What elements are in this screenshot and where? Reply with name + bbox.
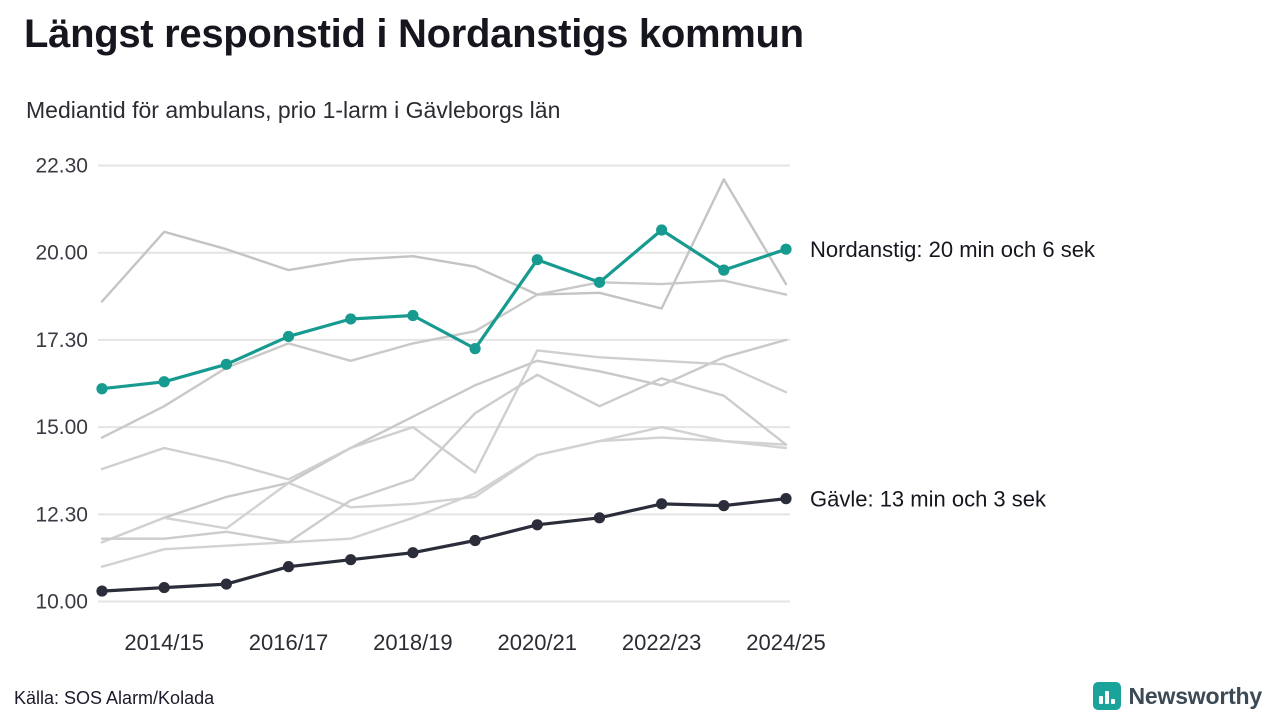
brand-name: Newsworthy (1128, 682, 1262, 709)
series-point (594, 277, 605, 288)
series-point (345, 554, 356, 565)
series-point (780, 493, 791, 504)
series-point (159, 582, 170, 593)
series-point (96, 383, 107, 394)
series-point (656, 224, 667, 235)
x-axis-tick-label: 2016/17 (248, 630, 329, 655)
line-chart-svg (0, 140, 1280, 660)
series-point (656, 498, 667, 509)
x-axis-tick-label: 2014/15 (124, 630, 204, 655)
series-point (407, 547, 418, 558)
x-axis-tick-label: 2020/21 (497, 630, 578, 655)
series-line (102, 427, 786, 542)
series-point (221, 359, 232, 370)
page-subtitle: Mediantid för ambulans, prio 1-larm i Gävleborgs län (26, 97, 561, 123)
series-point (469, 343, 480, 354)
series-point (283, 561, 294, 572)
series-point (345, 313, 356, 324)
series-point (780, 244, 791, 255)
y-axis-tick-label: 12.30 (35, 503, 88, 527)
series-point (283, 331, 294, 342)
series-inline-label: Nordanstig: 20 min och 6 sek (810, 237, 1095, 263)
x-axis-tick-label: 2022/23 (621, 630, 702, 655)
y-axis-tick-label: 17.30 (35, 328, 88, 352)
y-axis-tick-label: 15.00 (35, 416, 88, 440)
y-axis-tick-label: 20.00 (35, 241, 88, 265)
series-point (532, 519, 543, 530)
y-axis-tick-label: 22.30 (35, 154, 88, 178)
series-inline-label: Gävle: 13 min och 3 sek (810, 486, 1047, 512)
series-line (102, 281, 786, 438)
series-line (102, 499, 786, 591)
x-axis-tick-label: 2018/19 (373, 630, 453, 655)
series-point (407, 310, 418, 321)
brand-logo (1093, 682, 1262, 710)
series-point (469, 535, 480, 546)
page-title: Längst responstid i Nordanstigs kommun (24, 12, 804, 56)
series-point (594, 512, 605, 523)
y-axis-tick-label: 10.00 (35, 590, 88, 614)
series-line (102, 230, 786, 389)
chart-container (0, 140, 1280, 660)
series-point (532, 254, 543, 265)
series-point (159, 376, 170, 387)
series-point (221, 578, 232, 589)
series-point (96, 585, 107, 596)
series-point (718, 500, 729, 511)
source-note: Källa: SOS Alarm/Kolada (14, 688, 215, 708)
x-axis-tick-label: 2024/25 (746, 630, 826, 655)
bar-chart-icon (1093, 682, 1121, 710)
series-point (718, 265, 729, 276)
